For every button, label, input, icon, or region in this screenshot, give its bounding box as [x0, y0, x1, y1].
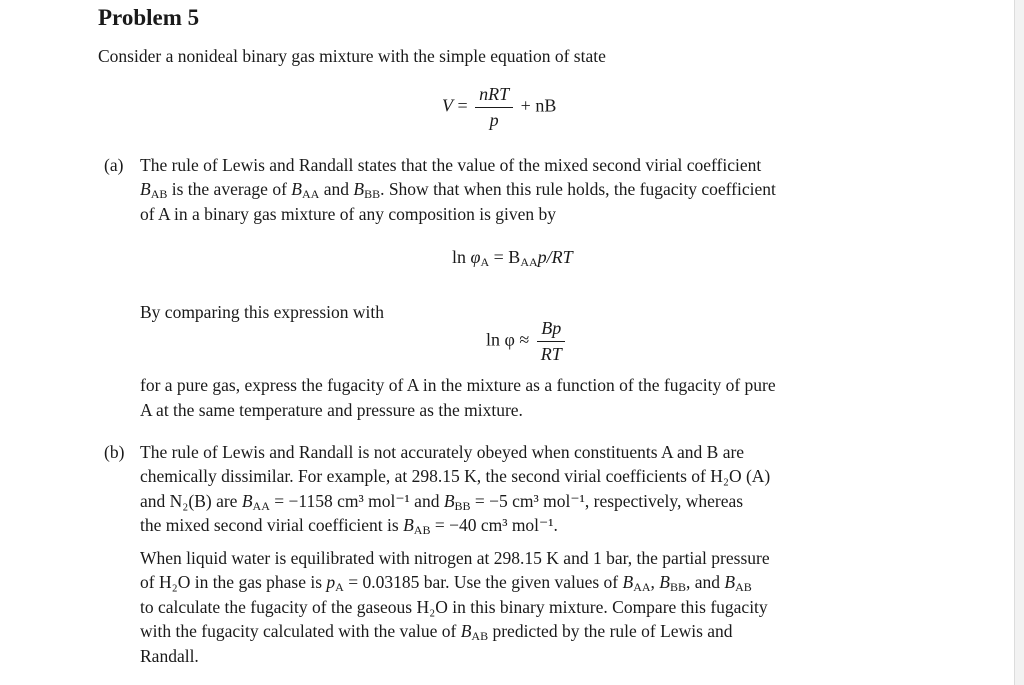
part-b-line-4: the mixed second virial coefficient is $B_{AB} = -40$ cm³ mol⁻¹.	[140, 515, 558, 537]
problem-title: Problem 5	[98, 5, 200, 30]
part-b-line-2: chemically dissimilar. For example, at 298.15 K, the second virial coefficients of H₂O (A)	[140, 466, 771, 486]
part-b-p2-line-1: When liquid water is equilibrated with nitrogen at 298.15 K and 1 bar, the partial pressure	[140, 548, 770, 568]
pure-gas-equation: ln φ ≈ $\frac{Bp}{RT}$	[486, 318, 569, 365]
compare-text: By comparing this expression with	[140, 302, 385, 322]
part-b-p2-line-4: with the fugacity calculated with the value of $B_{AB}$ predicted by the rule of Lewis and	[140, 621, 733, 643]
part-a-line-3: of A in a binary gas mixture of any composition is given by	[140, 204, 557, 224]
part-b-p2-line-5: Randall.	[140, 646, 199, 666]
fugacity-equation: $\ln \varphi_A = B_{AA}p/RT$	[452, 247, 573, 269]
part-a-line-5: A at the same temperature and pressure as the mixture.	[140, 400, 523, 420]
part-b-p2-line-2: of H₂O in the gas phase is $p_A = 0.03185$ bar. Use the given values of $B_{AA}$, $B_{BB}$, and $B_{AB}$	[140, 572, 752, 594]
part-b-line-3: and N₂(B) are $B_{AA} = -1158$ cm³ mol⁻¹ and $B_{BB} = -5$ cm³ mol⁻¹, respectively, whereas	[140, 491, 744, 513]
part-b-line-1: The rule of Lewis and Randall is not accurately obeyed when constituents A and B are	[140, 442, 745, 462]
part-b-label: (b)	[104, 442, 125, 462]
equation-of-state: V = $\frac{\text{nRT}}{p}$ + nB	[442, 84, 557, 130]
intro-text: Consider a nonideal binary gas mixture with the simple equation of state	[98, 46, 606, 66]
part-b-p2-line-3: to calculate the fugacity of the gaseous H₂O in this binary mixture. Compare this fugacity	[140, 597, 768, 617]
part-a-line-4: for a pure gas, express the fugacity of A in the mixture as a function of the fugacity of pure	[140, 375, 776, 395]
part-a-label: (a)	[104, 155, 124, 175]
part-a-line-1: The rule of Lewis and Randall states that the value of the mixed second virial coefficient	[140, 155, 762, 175]
part-a-line-2: $B_{AB}$ is the average of $B_{AA}$ and $B_{BB}$. Show that when this rule holds, the fugacity coefficient	[140, 179, 776, 201]
